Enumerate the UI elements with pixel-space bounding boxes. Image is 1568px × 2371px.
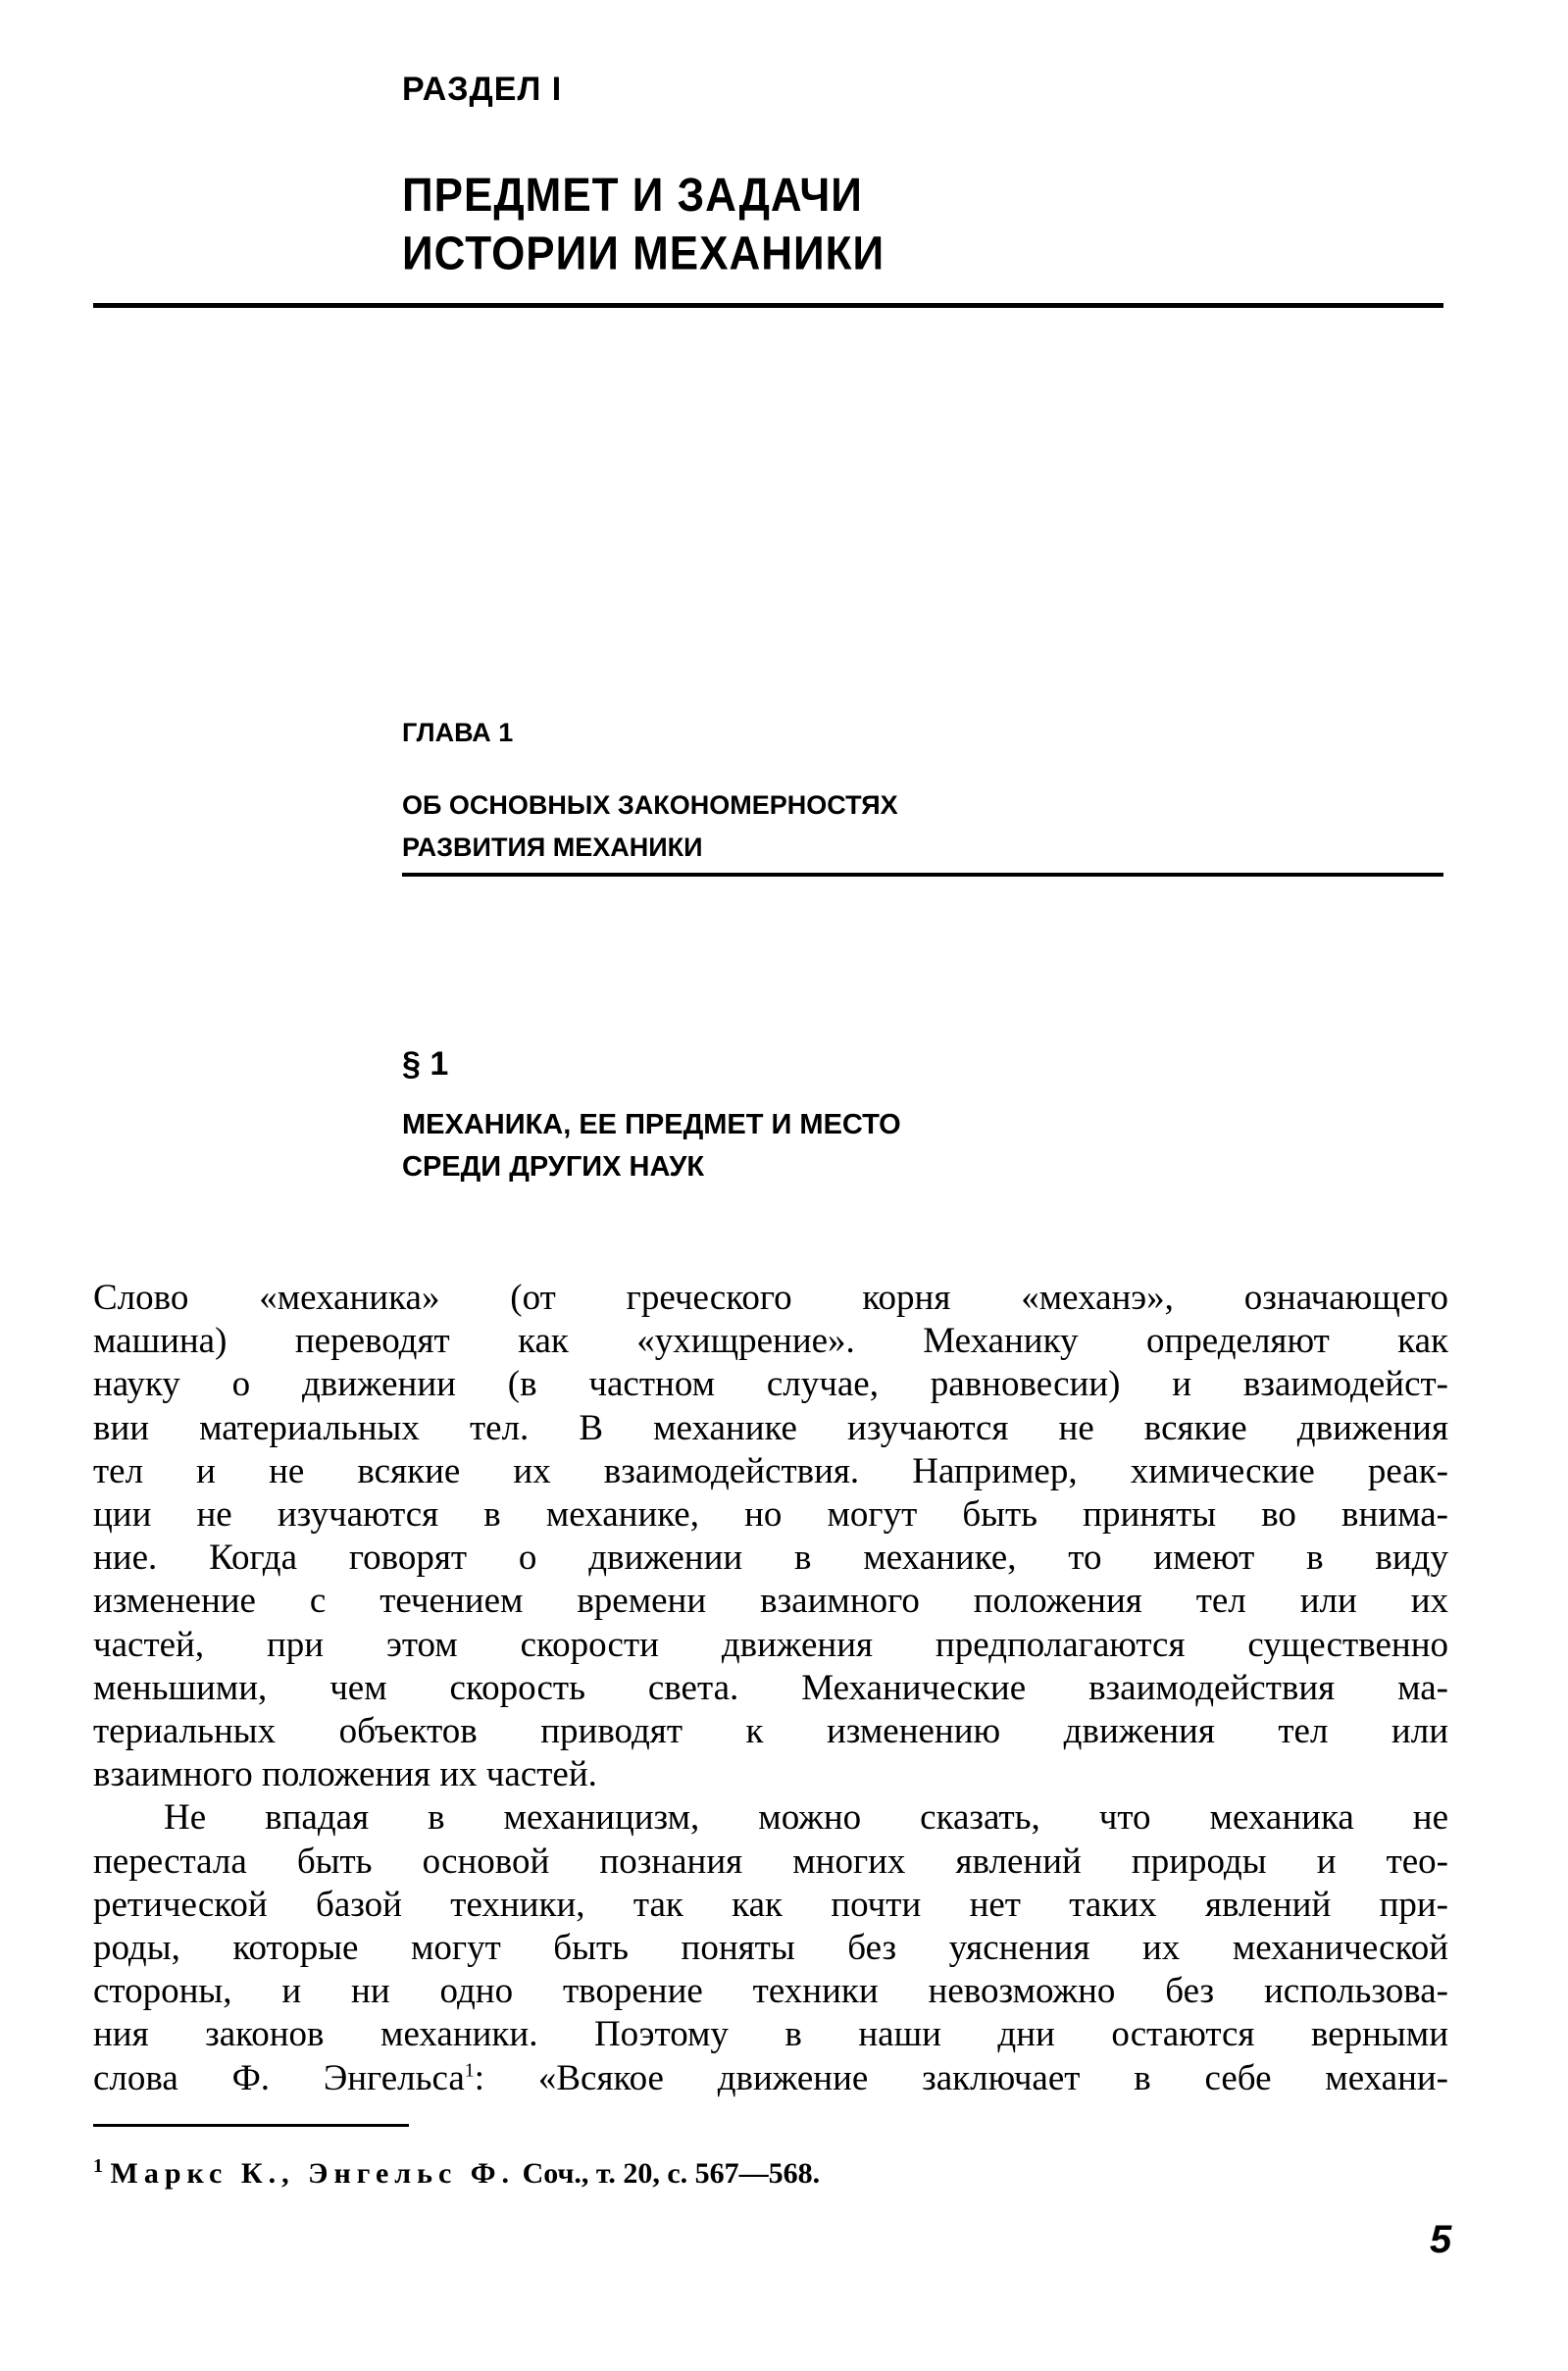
line-text: слова Ф. Энгельса xyxy=(93,2057,465,2098)
paragraph-line: ние. Когда говорят о движении в механике, то имеют в виду xyxy=(93,1538,1448,1579)
paragraph-line: териальных объектов приводят к изменению движения тел или xyxy=(93,1711,1448,1752)
chapter-title-line: РАЗВИТИЯ МЕХАНИКИ xyxy=(402,832,703,862)
part-label: РАЗДЕЛ I xyxy=(402,71,563,108)
chapter-label: ГЛАВА 1 xyxy=(402,718,514,747)
footnote-authors: Маркс К., Энгельс Ф. xyxy=(110,2157,516,2190)
paragraph-1 xyxy=(93,1277,1448,1796)
paragraph-line: машина) переводят как «ухищрение». Механику определяют как xyxy=(93,1321,1448,1362)
footnote-ref[interactable]: 1 xyxy=(464,2059,475,2082)
chapter-title xyxy=(402,784,898,869)
footnote-source: Соч., т. 20, с. 567—568. xyxy=(515,2157,821,2190)
paragraph-line: меньшими, чем скорость света. Механические взаимодействия ма- xyxy=(93,1667,1448,1708)
paragraph-line: тел и не всякие их взаимодействия. Например, химические реак- xyxy=(93,1450,1448,1491)
paragraph-line: ния законов механики. Поэтому в наши дни остаются верными xyxy=(93,2014,1448,2055)
section-title-line: МЕХАНИКА, ЕЕ ПРЕДМЕТ И МЕСТО xyxy=(402,1109,901,1140)
paragraph-line: взаимного положения их частей. xyxy=(93,1754,597,1795)
section-title xyxy=(402,1104,901,1188)
paragraph-line: частей, при этом скорости движения предполагаются существенно xyxy=(93,1624,1448,1665)
section-label: § 1 xyxy=(402,1045,449,1083)
paragraph-line: Не впадая в механицизм, можно сказать, что механика не xyxy=(164,1797,1448,1839)
chapter-divider xyxy=(402,873,1443,877)
paragraph-line: науку о движении (в частном случае, равновесии) и взаимодейст- xyxy=(93,1364,1448,1405)
paragraph-2 xyxy=(93,1796,1448,2056)
paragraph-line xyxy=(93,2057,1448,2100)
paragraph-line: роды, которые могут быть поняты без уяснения их механической xyxy=(93,1928,1448,1969)
footnote-divider xyxy=(93,2124,409,2127)
footnote-marker: 1 xyxy=(93,2155,103,2177)
paragraph-line: вии материальных тел. В механике изучаются не всякие движения xyxy=(93,1407,1448,1448)
paragraph-line: перестала быть основой познания многих явлений природы и тео- xyxy=(93,1841,1448,1882)
paragraph-line: стороны, и ни одно творение техники невозможно без использова- xyxy=(93,1971,1448,2012)
part-title-line: ИСТОРИИ МЕХАНИКИ xyxy=(402,227,885,280)
chapter-title-line: ОБ ОСНОВНЫХ ЗАКОНОМЕРНОСТЯХ xyxy=(402,790,898,820)
paragraph-line: ретической базой техники, так как почти нет таких явлений при- xyxy=(93,1884,1448,1925)
paragraph-line: изменение с течением времени взаимного положения тел или их xyxy=(93,1581,1448,1622)
part-title-line: ПРЕДМЕТ И ЗАДАЧИ xyxy=(402,169,863,223)
line-text: : «Всякое движение заключает в себе механи- xyxy=(474,2057,1448,2098)
section-title-line: СРЕДИ ДРУГИХ НАУК xyxy=(402,1151,705,1183)
footnote xyxy=(93,2157,820,2191)
paragraph-line: Слово «механика» (от греческого корня «механэ», означающего xyxy=(93,1278,1448,1318)
part-divider xyxy=(93,303,1443,308)
part-title xyxy=(402,167,885,283)
paragraph-line: ции не изучаются в механике, но могут быть приняты во внима- xyxy=(93,1494,1448,1536)
body-text xyxy=(93,1277,1448,2100)
page-number: 5 xyxy=(1430,2218,1452,2261)
